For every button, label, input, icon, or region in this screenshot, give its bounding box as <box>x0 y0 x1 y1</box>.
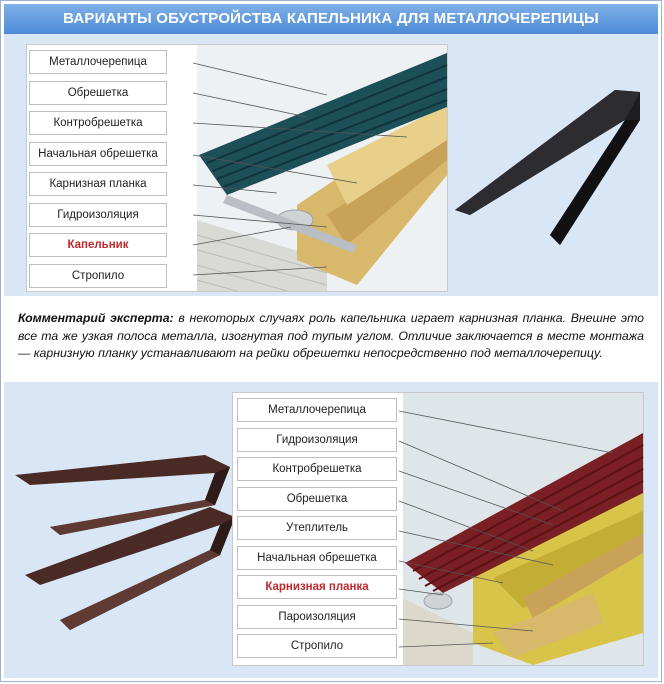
drip-edge-brown-image <box>10 445 235 635</box>
diagram1-label-4: Карнизная планка <box>29 172 167 196</box>
expert-comment <box>4 296 658 382</box>
diagram2-label-3: Обрешетка <box>237 487 397 511</box>
diagram2-label-1: Гидроизоляция <box>237 428 397 452</box>
diagram2-label-8: Стропило <box>237 634 397 658</box>
diagram2-label-6: Карнизная планка <box>237 575 397 599</box>
diagram1-label-3: Начальная обрешетка <box>29 142 167 166</box>
comment-lead: Комментарий эксперта: <box>18 311 174 325</box>
diagram1-label-7: Стропило <box>29 264 167 288</box>
diagram1-label-2: Контробрешетка <box>29 111 167 135</box>
page-title: ВАРИАНТЫ ОБУСТРОЙСТВА КАПЕЛЬНИКА ДЛЯ МЕТАЛЛОЧЕРЕПИЦЫ <box>4 4 658 34</box>
diagram1-label-5: Гидроизоляция <box>29 203 167 227</box>
diagram2-label-2: Контробрешетка <box>237 457 397 481</box>
roof-diagram-2 <box>232 392 644 666</box>
drip-edge-black-image <box>450 80 650 250</box>
diagram2-label-7: Пароизоляция <box>237 605 397 629</box>
diagram1-label-0: Металлочерепица <box>29 50 167 74</box>
comment-text: в некоторых случаях роль капельника играет карнизная планка. Внешне это все та же узкая полоса металла, изогнутая под тупым углом. Отличие заключается в месте монтажа — карнизную планку устанавливают на рейки обрешетки непосредственно под металлочерепицу. <box>18 311 645 360</box>
diagram2-label-4: Утеплитель <box>237 516 397 540</box>
roof-diagram-1 <box>26 44 448 292</box>
diagram2-label-5: Начальная обрешетка <box>237 546 397 570</box>
diagram1-label-1: Обрешетка <box>29 81 167 105</box>
diagram2-label-0: Металлочерепица <box>237 398 397 422</box>
diagram1-label-6: Капельник <box>29 233 167 257</box>
